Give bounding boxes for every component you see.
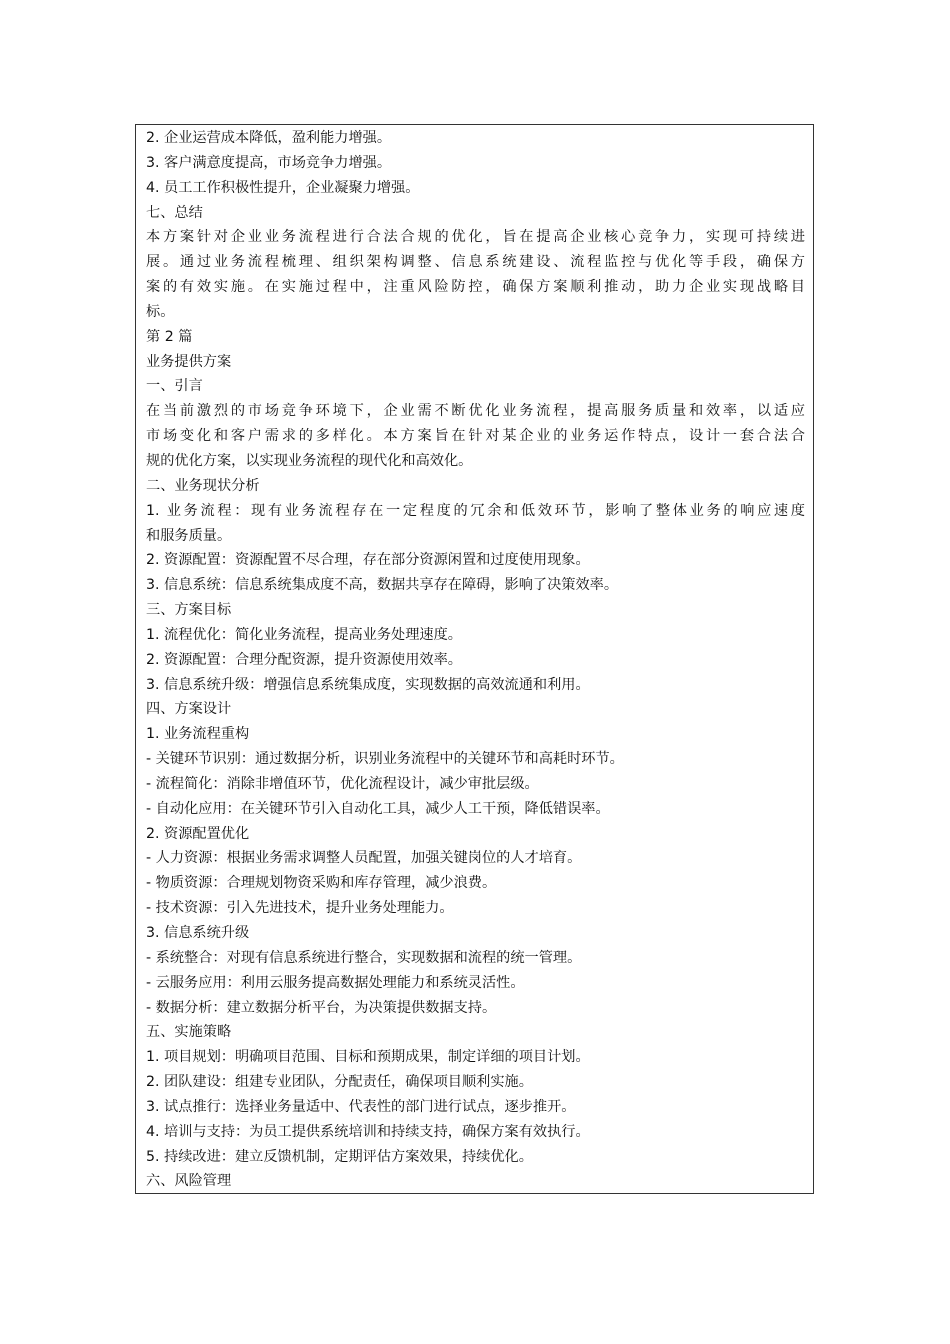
text-line: 规的优化方案，以实现业务流程的现代化和高效化。	[146, 452, 473, 469]
text-line: 1. 业务流程重构	[146, 726, 250, 743]
text-line: 展。通过业务流程梳理、组织架构调整、信息系统建设、流程监控与优化等手段，确保方	[146, 254, 805, 271]
text-line: - 流程简化：消除非增值环节，优化流程设计，减少审批层级。	[146, 775, 539, 792]
text-line: 3. 信息系统升级：增强信息系统集成度，实现数据的高效流通和利用。	[146, 676, 590, 693]
text-line: 市场变化和客户需求的多样化。本方案旨在针对某企业的业务运作特点，设计一套合法合	[146, 428, 805, 445]
text-line: 二、业务现状分析	[146, 477, 260, 494]
text-line: 一、引言	[146, 378, 203, 395]
text-line: 六、风险管理	[146, 1173, 232, 1190]
text-line: 四、方案设计	[146, 701, 232, 718]
text-line: 1. 流程优化：简化业务流程，提高业务处理速度。	[146, 626, 462, 643]
text-line: 4. 培训与支持：为员工提供系统培训和持续支持，确保方案有效执行。	[146, 1123, 590, 1140]
text-line: 和服务质量。	[146, 527, 232, 544]
text-line: - 系统整合：对现有信息系统进行整合，实现数据和流程的统一管理。	[146, 949, 582, 966]
text-line: 5. 持续改进：建立反馈机制，定期评估方案效果，持续优化。	[146, 1148, 533, 1165]
text-line: 3. 信息系统升级	[146, 925, 250, 941]
text-line: 4. 员工工作积极性提升，企业凝聚力增强。	[146, 179, 420, 196]
text-line: 五、实施策略	[146, 1024, 232, 1041]
text-line: 1. 业务流程：现有业务流程存在一定程度的冗余和低效环节，影响了整体业务的响应速度	[146, 502, 805, 519]
text-line: - 人力资源：根据业务需求调整人员配置，加强关键岗位的人才培育。	[146, 850, 582, 867]
text-line: 2. 资源配置优化	[146, 825, 250, 842]
text-line: - 关键环节识别：通过数据分析，识别业务流程中的关键环节和高耗时环节。	[146, 751, 624, 768]
text-line: 本方案针对企业业务流程进行合法合规的优化，旨在提高企业核心竞争力，实现可持续进	[146, 229, 805, 246]
text-line: 业务提供方案	[146, 353, 232, 370]
text-line: 三、方案目标	[146, 602, 232, 619]
text-line: 2. 资源配置：资源配置不尽合理，存在部分资源闲置和过度使用现象。	[146, 552, 590, 569]
text-line: 标。	[146, 303, 175, 320]
text-line: - 自动化应用：在关键环节引入自动化工具，减少人工干预，降低错误率。	[146, 800, 610, 817]
text-line: 2. 资源配置：合理分配资源，提升资源使用效率。	[146, 651, 462, 668]
text-line: 第 2 篇	[146, 328, 193, 345]
text-line: 3. 信息系统：信息系统集成度不高，数据共享存在障碍，影响了决策效率。	[146, 577, 619, 594]
text-line: - 物质资源：合理规划物资采购和库存管理，减少浪费。	[146, 875, 497, 892]
text-line: 3. 客户满意度提高，市场竞争力增强。	[146, 154, 392, 171]
text-line: - 数据分析：建立数据分析平台，为决策提供数据支持。	[146, 999, 497, 1016]
text-line: 七、总结	[146, 204, 203, 221]
text-line: 在当前激烈的市场竞争环境下，企业需不断优化业务流程，提高服务质量和效率，以适应	[146, 403, 805, 420]
text-line: - 技术资源：引入先进技术，提升业务处理能力。	[146, 900, 454, 917]
text-line: 3. 试点推行：选择业务量适中、代表性的部门进行试点，逐步推开。	[146, 1098, 576, 1115]
content-frame	[135, 124, 814, 1194]
text-line: 案的有效实施。在实施过程中，注重风险防控，确保方案顺利推动，助力企业实现战略目	[146, 279, 805, 296]
text-line: - 云服务应用：利用云服务提高数据处理能力和系统灵活性。	[146, 974, 525, 991]
text-line: 2. 企业运营成本降低，盈利能力增强。	[146, 130, 392, 146]
text-line: 2. 团队建设：组建专业团队，分配责任，确保项目顺利实施。	[146, 1074, 533, 1091]
text-line: 1. 项目规划：明确项目范围、目标和预期成果，制定详细的项目计划。	[146, 1049, 590, 1066]
